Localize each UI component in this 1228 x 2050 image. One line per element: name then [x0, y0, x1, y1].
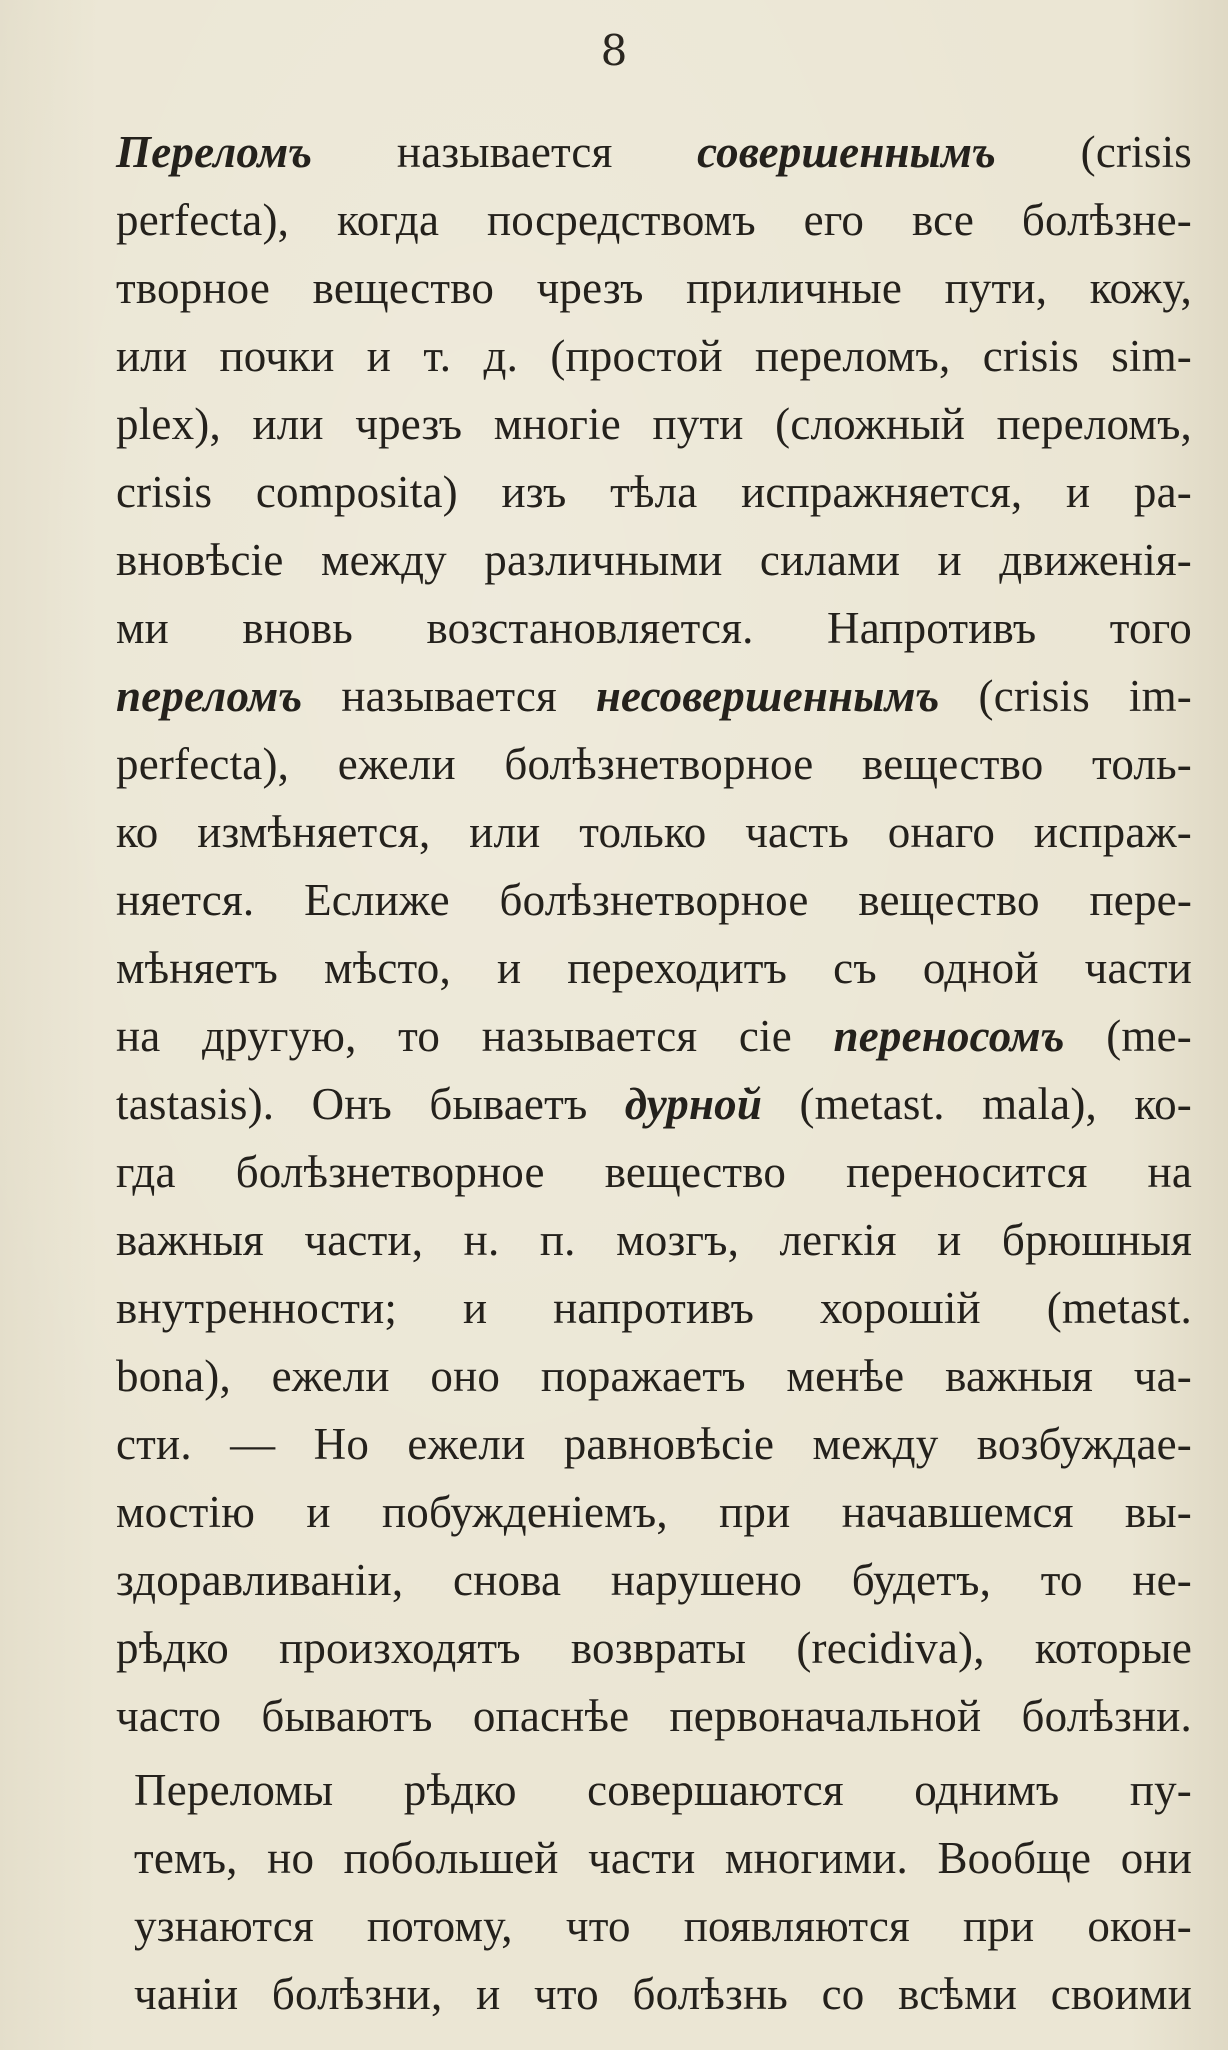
text-segment: темъ, но побольшей части многими. Вообще они — [134, 1833, 1192, 1883]
emphasized-term: несовершеннымъ — [595, 671, 940, 721]
text-segment: рѣдко произходятъ возвраты (recidiva), которые — [116, 1623, 1192, 1673]
text-segment: называется — [302, 671, 596, 721]
text-segment: узнаются потому, что появляются при окон- — [134, 1901, 1192, 1951]
text-line — [62, 1070, 1192, 1138]
page-number: 8 — [600, 26, 628, 75]
text-segment: творное вещество чрезъ приличные пути, кожу, — [116, 263, 1192, 313]
body-text — [62, 118, 1192, 2028]
text-segment: няется. Еслиже болѣзнетворное вещество пере- — [116, 875, 1192, 925]
text-line — [62, 866, 1192, 934]
text-line — [62, 526, 1192, 594]
text-segment: tastasis). Онъ бываетъ — [116, 1079, 625, 1129]
text-line — [62, 1824, 1192, 1892]
text-line — [62, 798, 1192, 866]
text-segment: называется — [312, 127, 698, 177]
text-segment: perfecta), когда посредствомъ его все болѣзне- — [116, 195, 1192, 245]
text-line — [62, 1410, 1192, 1478]
emphasized-term: совершеннымъ — [697, 127, 997, 177]
text-segment: ко измѣняется, или только часть онаго испраж- — [116, 807, 1192, 857]
text-segment: важныя части, н. п. мозгъ, легкія и брюшныя — [116, 1215, 1192, 1265]
emphasized-term: Переломъ — [116, 127, 313, 177]
text-segment: внутренности; и напротивъ хорошій (metast. — [116, 1283, 1192, 1333]
text-line — [62, 1342, 1192, 1410]
text-line — [62, 1546, 1192, 1614]
text-segment: или почки и т. д. (простой переломъ, crisis sim- — [116, 331, 1192, 381]
text-line — [62, 118, 1192, 186]
text-segment: мостію и побужденіемъ, при начавшемся вы- — [116, 1487, 1192, 1537]
text-segment: (me- — [1064, 1011, 1192, 1061]
text-line — [62, 1960, 1192, 2028]
text-segment: мѣняетъ мѣсто, и переходитъ съ одной части — [116, 943, 1192, 993]
text-segment: сти. — Но ежели равновѣсіе между возбуждае- — [116, 1419, 1192, 1469]
text-line — [62, 1002, 1192, 1070]
text-segment: гда болѣзнетворное вещество переносится на — [116, 1147, 1192, 1197]
text-segment: (crisis im- — [939, 671, 1192, 721]
text-segment: на другую, то называется сіе — [116, 1011, 834, 1061]
text-segment: crisis composita) изъ тѣла испражняется, и ра- — [116, 467, 1192, 517]
text-line — [62, 186, 1192, 254]
text-segment: Переломы рѣдко совершаются однимъ пу- — [134, 1765, 1192, 1815]
text-segment: (crisis — [996, 127, 1193, 177]
text-segment: ми вновь возстановляется. Напротивъ того — [116, 603, 1192, 653]
text-segment: bona), ежели оно поражаетъ менѣе важныя ча- — [116, 1351, 1192, 1401]
text-segment: здоравливаніи, снова нарушено будетъ, то не- — [116, 1555, 1192, 1605]
text-segment: часто бываютъ опаснѣе первоначальной болѣзни. — [116, 1691, 1192, 1741]
text-line — [62, 730, 1192, 798]
emphasized-term: переломъ — [116, 671, 303, 721]
text-line — [62, 1138, 1192, 1206]
text-line — [62, 1206, 1192, 1274]
text-line — [62, 594, 1192, 662]
text-segment: plex), или чрезъ многіе пути (сложный переломъ, — [116, 399, 1192, 449]
text-line — [62, 1478, 1192, 1546]
text-line — [62, 322, 1192, 390]
text-line — [62, 1274, 1192, 1342]
text-line — [62, 458, 1192, 526]
text-line — [62, 934, 1192, 1002]
text-line — [62, 1614, 1192, 1682]
text-line — [62, 254, 1192, 322]
text-segment: чаніи болѣзни, и что болѣзнь со всѣми своими — [134, 1969, 1192, 2019]
text-segment: вновѣсіе между различными силами и движенія- — [116, 535, 1192, 585]
text-line — [62, 1682, 1192, 1750]
text-line — [62, 1756, 1192, 1824]
text-segment: perfecta), ежели болѣзнетворное вещество толь- — [116, 739, 1192, 789]
text-line — [62, 662, 1192, 730]
text-line — [62, 1892, 1192, 1960]
emphasized-term: дурной — [624, 1079, 763, 1129]
paragraph-2 — [62, 1756, 1192, 2028]
paragraph-1 — [62, 118, 1192, 1750]
text-line — [62, 390, 1192, 458]
text-segment: (metast. mala), ко- — [762, 1079, 1192, 1129]
emphasized-term: переносомъ — [833, 1011, 1065, 1061]
